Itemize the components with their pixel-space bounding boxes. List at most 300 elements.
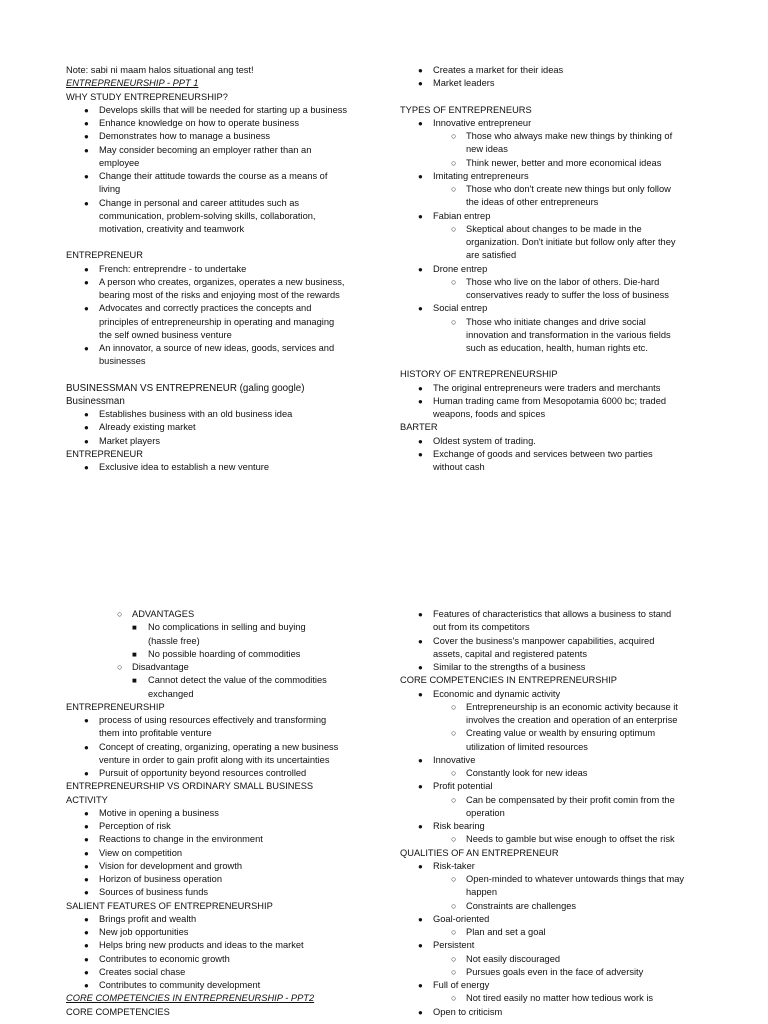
line-text: (hassle free) [148, 635, 200, 646]
list-item [400, 236, 730, 249]
bullet-icon: ● [84, 941, 89, 951]
list-item [400, 873, 730, 886]
list-item [400, 395, 730, 408]
line-text: Already existing market [99, 422, 196, 433]
list-item [66, 170, 386, 183]
list-item [66, 355, 386, 368]
section-line [400, 847, 730, 860]
line-text: Goal-oriented [433, 913, 490, 924]
list-item [400, 926, 730, 939]
line-text: Those who initiate changes and drive social [466, 316, 646, 327]
list-item [400, 741, 730, 754]
line-text: Skeptical about changes to be made in the [466, 223, 642, 234]
line-text: ENTREPRENEUR [66, 250, 143, 261]
line-text: assets, capital and registered patents [433, 648, 588, 659]
list-item [66, 461, 386, 474]
bullet-icon: ● [418, 396, 423, 406]
line-text: communication, problem-solving skills, collaboration, [99, 210, 316, 221]
section-line [66, 992, 386, 1005]
line-text: are satisfied [466, 250, 517, 261]
line-text: principles of entrepreneurship in operating and managing [99, 316, 335, 327]
line-text: New job opportunities [99, 927, 189, 937]
circle-bullet-icon: ○ [451, 184, 457, 194]
list-item [400, 223, 730, 236]
line-text: the self owned business venture [99, 329, 232, 340]
list-item [400, 900, 730, 913]
line-text: process of using resources effectively and transforming [99, 715, 327, 725]
line-text: new ideas [466, 144, 508, 155]
bullet-icon: ● [418, 941, 423, 951]
line-text: Similar to the strengths of a business [433, 662, 586, 672]
bullet-icon: ● [418, 636, 423, 646]
line-text: Perception of risk [99, 821, 171, 831]
line-text: conservatives ready to suffer the loss of business [466, 290, 669, 300]
page1-left-column [66, 64, 386, 474]
list-item [400, 130, 730, 143]
list-item [66, 329, 386, 342]
list-item [66, 289, 386, 302]
bullet-icon: ● [418, 689, 423, 699]
line-text: venture in order to gain profit along with its uncertainties [99, 754, 330, 765]
line-text: Contributes to economic growth [99, 953, 230, 964]
line-text: Persistent [433, 940, 475, 951]
circle-bullet-icon: ○ [451, 900, 457, 911]
bullet-icon: ● [84, 105, 89, 115]
line-text: Full of energy [433, 980, 490, 990]
list-item [400, 886, 730, 899]
circle-bullet-icon: ○ [451, 966, 457, 977]
square-bullet-icon: ■ [132, 676, 137, 686]
line-text: No complications in selling and buying [148, 622, 306, 633]
section-line [66, 91, 386, 104]
circle-bullet-icon: ○ [451, 953, 457, 964]
list-item [400, 157, 730, 170]
line-text: such as education, health, human rights etc. [466, 343, 648, 353]
list-item [400, 1006, 730, 1019]
bullet-icon: ● [84, 835, 89, 845]
list-item [400, 117, 730, 130]
list-item [400, 767, 730, 780]
section-line [66, 900, 386, 913]
section-line [66, 395, 386, 408]
page2-right-column [400, 608, 730, 1019]
line-text: CORE COMPETENCIES [66, 1006, 170, 1017]
list-item [66, 223, 386, 236]
blank-line [66, 236, 386, 249]
line-text: Constraints are challenges [466, 900, 577, 911]
list-item [400, 727, 730, 740]
circle-bullet-icon: ○ [451, 993, 457, 1004]
list-item [400, 754, 730, 767]
line-text: Constantly look for new ideas [466, 768, 588, 778]
list-item [66, 263, 386, 276]
page2-left-column [66, 608, 386, 1019]
bullet-icon: ● [418, 211, 423, 221]
blank-line [400, 355, 730, 368]
list-item [66, 635, 386, 648]
bullet-icon: ● [84, 954, 89, 964]
line-text: French: entreprendre - to undertake [99, 263, 247, 274]
list-item [400, 170, 730, 183]
list-item [66, 741, 386, 754]
list-item [66, 130, 386, 143]
line-text: Motive in opening a business [99, 807, 219, 818]
blank-line [400, 91, 730, 104]
line-text: QUALITIES OF AN ENTREPRENEUR [400, 847, 559, 858]
list-item [66, 408, 386, 421]
list-item [400, 701, 730, 714]
circle-bullet-icon: ○ [451, 874, 457, 884]
bullet-icon: ● [84, 981, 89, 990]
line-text: them into profitable venture [99, 728, 212, 739]
list-item [66, 210, 386, 223]
line-text: Not easily discouraged [466, 953, 561, 964]
line-text: ENTREPRENEURSHIP [66, 701, 165, 712]
list-item [66, 342, 386, 355]
list-item [400, 966, 730, 979]
bullet-icon: ● [84, 822, 89, 831]
bullet-icon: ● [84, 119, 89, 128]
list-item [66, 117, 386, 130]
bullet-icon: ● [418, 610, 423, 619]
list-item [66, 104, 386, 117]
circle-bullet-icon: ○ [451, 768, 457, 778]
section-line [66, 64, 386, 77]
line-text: May consider becoming an employer rather than an [99, 144, 312, 155]
bullet-icon: ● [418, 118, 423, 128]
list-item [400, 833, 730, 846]
bullet-icon: ● [418, 822, 423, 831]
line-text: Oldest system of trading. [433, 435, 536, 446]
line-text: Advocates and correctly practices the concepts and [99, 303, 312, 314]
list-item [400, 435, 730, 448]
list-item [66, 276, 386, 289]
line-text: BARTER [400, 422, 438, 433]
circle-bullet-icon: ○ [451, 157, 457, 168]
line-text: involves the creation and operation of an enterprise [466, 715, 678, 725]
line-text: Develops skills that will be needed for starting up a business [99, 104, 348, 115]
line-text: Helps bring new products and ideas to the market [99, 940, 304, 951]
line-text: Not tired easily no matter how tedious work is [466, 993, 654, 1004]
line-text: Demonstrates how to manage a business [99, 131, 271, 142]
list-item [66, 608, 386, 621]
line-text: bearing most of the risks and enjoying most of the rewards [99, 290, 340, 300]
bullet-icon: ● [84, 967, 89, 977]
circle-bullet-icon: ○ [451, 794, 457, 805]
list-item [400, 688, 730, 701]
bullet-icon: ● [84, 769, 89, 778]
section-line [66, 448, 386, 461]
line-text: Economic and dynamic activity [433, 688, 561, 699]
line-text: the ideas of other entrepreneurs [466, 197, 599, 208]
square-bullet-icon: ■ [132, 649, 137, 659]
list-item [400, 77, 730, 90]
circle-bullet-icon: ○ [451, 276, 457, 287]
list-item [400, 913, 730, 926]
line-text: SALIENT FEATURES OF ENTREPRENEURSHIP [66, 900, 273, 911]
line-text: BUSINESSMAN VS ENTREPRENEUR (galing google) [66, 382, 305, 394]
line-text: Cover the business's manpower capabilities, acquired [433, 635, 655, 646]
list-item [66, 421, 386, 434]
line-text: Exchange of goods and services between two parties [433, 448, 653, 459]
bullet-icon: ● [418, 171, 423, 181]
list-item [66, 847, 386, 860]
bullet-icon: ● [84, 423, 89, 433]
section-line [66, 794, 386, 807]
line-text: Establishes business with an old business idea [99, 409, 293, 419]
bullet-icon: ● [418, 663, 423, 672]
bullet-icon: ● [84, 410, 89, 419]
list-item [66, 926, 386, 939]
list-item [400, 302, 730, 315]
line-text: Those who don't create new things but only follow [466, 184, 671, 194]
list-item [400, 263, 730, 276]
line-text: Think newer, better and more economical ideas [466, 157, 662, 168]
bullet-icon: ● [418, 755, 423, 765]
line-text: Profit potential [433, 781, 493, 792]
line-text: innovation and transformation in the various fields [466, 329, 671, 340]
bullet-icon: ● [84, 132, 89, 142]
line-text: Change their attitude towards the course as a means of [99, 171, 328, 181]
list-item [66, 661, 386, 674]
list-item [400, 992, 730, 1005]
line-text: ENTREPRENEURSHIP VS ORDINARY SMALL BUSINESS [66, 781, 314, 792]
bullet-icon: ● [84, 875, 89, 884]
list-item [66, 316, 386, 329]
section-line [66, 701, 386, 714]
list-item [66, 197, 386, 210]
line-text: Risk bearing [433, 821, 485, 831]
line-text: ACTIVITY [66, 794, 108, 805]
section-line [66, 780, 386, 793]
line-text: Cannot detect the value of the commodities [148, 675, 327, 686]
section-line [400, 421, 730, 434]
bullet-icon: ● [418, 1007, 423, 1017]
line-text: A person who creates, organizes, operates a new business, [99, 276, 345, 287]
bullet-icon: ● [418, 79, 423, 89]
line-text: Vision for development and growth [99, 860, 242, 871]
list-item [66, 688, 386, 701]
bullet-icon: ● [84, 861, 89, 871]
line-text: Disadvantage [132, 662, 189, 672]
bullet-icon: ● [418, 436, 423, 446]
list-item [400, 953, 730, 966]
list-item [400, 714, 730, 727]
line-text: No possible hoarding of commodities [148, 648, 301, 659]
bullet-icon: ● [418, 861, 423, 871]
bullet-icon: ● [84, 848, 89, 858]
bullet-icon: ● [84, 277, 89, 287]
bullet-icon: ● [84, 716, 89, 725]
line-text: Innovative entrepreneur [433, 117, 532, 128]
list-item [66, 714, 386, 727]
line-text: Entrepreneurship is an economic activity because it [466, 701, 678, 712]
line-text: out from its competitors [433, 622, 530, 633]
line-text: Risk-taker [433, 860, 475, 871]
list-item [400, 342, 730, 355]
list-item [400, 249, 730, 262]
list-item [66, 833, 386, 846]
line-text: Human trading came from Mesopotamia 6000 bc; traded [433, 395, 667, 406]
line-text: Concept of creating, organizing, operating a new business [99, 741, 339, 752]
circle-bullet-icon: ○ [451, 728, 457, 739]
line-text: Exclusive idea to establish a new venture [99, 462, 270, 472]
line-text: living [99, 184, 121, 195]
list-item [400, 794, 730, 807]
list-item [400, 807, 730, 820]
line-text: Imitating entrepreneurs [433, 170, 529, 181]
circle-bullet-icon: ○ [451, 834, 457, 845]
line-text: without cash [433, 462, 485, 472]
list-item [66, 435, 386, 448]
list-item [400, 860, 730, 873]
line-text: Innovative [433, 754, 476, 765]
line-text: Social entrep [433, 303, 488, 314]
bullet-icon: ● [418, 914, 423, 924]
line-text: Needs to gamble but wise enough to offset the risk [466, 834, 675, 845]
list-item [66, 860, 386, 873]
list-item [66, 302, 386, 315]
line-text: Horizon of business operation [99, 874, 222, 884]
bullet-icon: ● [418, 449, 423, 459]
list-item [66, 939, 386, 952]
line-text: CORE COMPETENCIES IN ENTREPRENEURSHIP - PPT2 [66, 993, 315, 1004]
bullet-icon: ● [84, 304, 89, 314]
page1-right-column [400, 64, 730, 474]
list-item [400, 382, 730, 395]
bullet-icon: ● [84, 928, 89, 937]
line-text: Pursuit of opportunity beyond resources controlled [99, 768, 307, 778]
line-text: Plan and set a goal [466, 927, 546, 937]
list-item [66, 807, 386, 820]
line-text: WHY STUDY ENTREPRENEURSHIP? [66, 91, 228, 102]
list-item [400, 461, 730, 474]
list-item [400, 408, 730, 421]
line-text: Features of characteristics that allows a business to stand [433, 609, 672, 619]
line-text: Open-minded to whatever untowards things that may [466, 874, 685, 884]
line-text: motivation, creativity and teamwork [99, 224, 245, 234]
line-text: Creates a market for their ideas [433, 65, 564, 75]
bullet-icon: ● [84, 463, 89, 472]
list-item [400, 329, 730, 342]
list-item [400, 289, 730, 302]
list-item [66, 674, 386, 687]
list-item [66, 886, 386, 899]
line-text: operation [466, 807, 505, 818]
bullet-icon: ● [418, 66, 423, 75]
line-text: Those who live on the labor of others. Die-hard [466, 276, 660, 287]
line-text: CORE COMPETENCIES IN ENTREPRENEURSHIP [400, 675, 617, 686]
list-item [400, 635, 730, 648]
line-text: organization. Don't initiate but follow only after they [466, 237, 676, 247]
list-item [66, 183, 386, 196]
line-text: Drone entrep [433, 263, 488, 274]
bullet-icon: ● [84, 145, 89, 155]
line-text: Note: sabi ni maam halos situational ang test! [66, 65, 254, 75]
line-text: ADVANTAGES [132, 609, 195, 619]
line-text: Creates social chase [99, 966, 186, 977]
line-text: Those who always make new things by thinking of [466, 131, 673, 141]
line-text: The original entrepreneurs were traders and merchants [433, 382, 661, 393]
bullet-icon: ● [84, 808, 89, 818]
line-text: An innovator, a source of new ideas, goods, services and [99, 343, 335, 353]
list-item [400, 648, 730, 661]
circle-bullet-icon: ○ [451, 223, 457, 234]
bullet-icon: ● [84, 264, 89, 274]
line-text: weapons, foods and spices [433, 409, 546, 419]
list-item [66, 727, 386, 740]
line-text: employee [99, 157, 140, 168]
line-text: Fabian entrep [433, 210, 491, 221]
list-item [66, 754, 386, 767]
line-text: Brings profit and wealth [99, 913, 197, 924]
line-text: Businessman [66, 395, 125, 407]
line-text: Creating value or wealth by ensuring optimum [466, 728, 656, 739]
line-text: Can be compensated by their profit comin from the [466, 794, 675, 805]
bullet-icon: ● [418, 981, 423, 990]
bullet-icon: ● [84, 914, 89, 924]
line-text: ENTREPRENEUR [66, 448, 143, 459]
list-item [400, 183, 730, 196]
line-text: Open to criticism [433, 1006, 503, 1017]
bullet-icon: ● [84, 172, 89, 181]
list-item [400, 820, 730, 833]
line-text: Market players [99, 435, 160, 446]
circle-bullet-icon: ○ [117, 609, 123, 619]
line-text: Reactions to change in the environment [99, 834, 263, 845]
list-item [400, 143, 730, 156]
line-text: Enhance knowledge on how to operate business [99, 118, 300, 128]
line-text: View on competition [99, 847, 183, 858]
bullet-icon: ● [84, 344, 89, 353]
circle-bullet-icon: ○ [451, 927, 457, 937]
list-item [66, 157, 386, 170]
list-item [66, 966, 386, 979]
list-item [400, 661, 730, 674]
circle-bullet-icon: ○ [451, 316, 457, 327]
list-item [400, 780, 730, 793]
list-item [400, 939, 730, 952]
list-item [400, 979, 730, 992]
section-line [66, 77, 386, 90]
line-text: Contributes to community development [99, 980, 261, 990]
line-text: happen [466, 887, 498, 898]
list-item [66, 144, 386, 157]
list-item [66, 767, 386, 780]
bullet-icon: ● [418, 782, 423, 792]
line-text: exchanged [148, 688, 194, 699]
list-item [400, 608, 730, 621]
bullet-icon: ● [418, 304, 423, 314]
line-text: Change in personal and career attitudes such as [99, 197, 300, 208]
circle-bullet-icon: ○ [451, 701, 457, 712]
circle-bullet-icon: ○ [117, 662, 123, 672]
line-text: TYPES OF ENTREPRENEURS [400, 104, 532, 115]
bullet-icon: ● [84, 198, 89, 208]
line-text: Sources of business funds [99, 887, 209, 898]
bullet-icon: ● [84, 742, 89, 752]
list-item [66, 913, 386, 926]
line-text: Pursues goals even in the face of adversity [466, 966, 644, 977]
section-line [400, 368, 730, 381]
bullet-icon: ● [418, 264, 423, 274]
square-bullet-icon: ■ [132, 623, 137, 633]
list-item [400, 621, 730, 634]
list-item [66, 873, 386, 886]
list-item [400, 196, 730, 209]
bullet-icon: ● [84, 888, 89, 898]
list-item [66, 953, 386, 966]
